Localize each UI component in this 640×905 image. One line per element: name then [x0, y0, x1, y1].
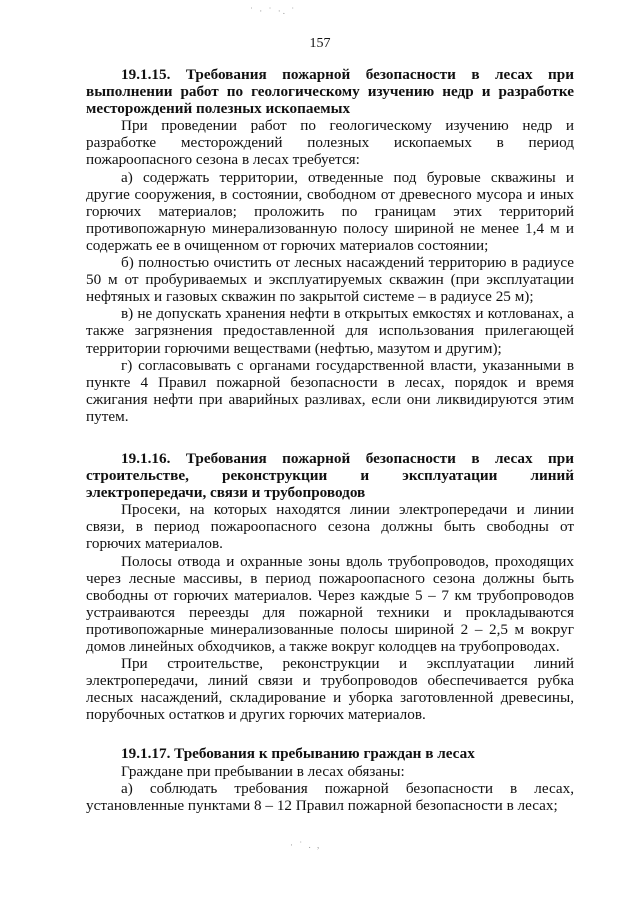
- paragraph: б) полностью очистить от лесных насаждений территорию в радиусе 50 м от пробуриваемых и эксплуатируемых скважин (при эксплуатации нефтяных и газовых скважин по закрытой системе – в радиусе 25 м);: [86, 254, 574, 306]
- paragraph: При проведении работ по геологическому изучению недр и разработке месторождений полезных ископаемых в период пожароопасного сезона в лесах требуется:: [86, 117, 574, 169]
- paragraph: а) содержать территории, отведенные под буровые скважины и другие сооружения, в состоянии, свободном от древесного мусора и иных горючих материалов; проложить по границам этих территорий противопожарную минерализованную полосу шириной не менее 1,4 м и содержать ее в очищенном от горючих материалов состоянии;: [86, 168, 574, 254]
- section-19-1-17: [86, 745, 574, 813]
- scan-noise: ˙ · ˙ ·. ˙: [250, 6, 297, 16]
- document-body: [86, 66, 574, 814]
- page-number: 157: [309, 36, 331, 51]
- paragraph: а) соблюдать требования пожарной безопасности в лесах, установленные пунктами 8 – 12 Правил пожарной безопасности в лесах;: [86, 779, 574, 814]
- section-heading: 19.1.15. Требования пожарной безопасности в лесах при выполнении работ по геологическому изучению недр и разработке месторождений полезных ископаемых: [86, 66, 574, 118]
- paragraph: Граждане при пребывании в лесах обязаны:: [121, 762, 405, 780]
- section-spacer: [86, 425, 574, 450]
- section-spacer: [86, 723, 574, 745]
- section-19-1-16: [86, 450, 574, 724]
- section-19-1-15: [86, 66, 574, 425]
- section-heading: 19.1.16. Требования пожарной безопасности в лесах при строительстве, реконструкции и эксплуатации линий электропередачи, связи и трубопроводов: [86, 449, 574, 502]
- paragraph: в) не допускать хранения нефти в открытых емкостях и котлованах, а также загрязнения предоставленной для использования прилегающей территории горючими веществами (нефтью, мазутом и другим);: [86, 305, 574, 357]
- scan-noise: · ˙ . ,: [290, 840, 322, 850]
- paragraph: г) согласовывать с органами государственной власти, указанными в пункте 4 Правил пожарной безопасности в лесах, порядок и время сжигания нефти при аварийных разливах, если они ликвидируются этим путем.: [86, 356, 574, 425]
- paragraph: Полосы отвода и охранные зоны вдоль трубопроводов, проходящих через лесные массивы, в период пожароопасного сезона должны быть свободны от горючих материалов. Через каждые 5 – 7 км трубопроводов устраиваются переезды для пожарной техники и прокладываются противопожарные минерализованные полосы шириной 2 – 2,5 м вокруг домов линейных обходчиков, а также вокруг колодцев на трубопроводах.: [86, 552, 574, 655]
- paragraph: При строительстве, реконструкции и эксплуатации линий электропередачи, линий связи и трубопроводов обеспечивается рубка лесных насаждений, складирование и уборка заготовленной древесины, порубочных остатков и других горючих материалов.: [86, 655, 574, 724]
- paragraph: Просеки, на которых находятся линии электропередачи и линии связи, в период пожароопасного сезона должны быть свободны от горючих материалов.: [86, 501, 574, 553]
- section-heading: 19.1.17. Требования к пребыванию граждан в лесах: [121, 745, 475, 763]
